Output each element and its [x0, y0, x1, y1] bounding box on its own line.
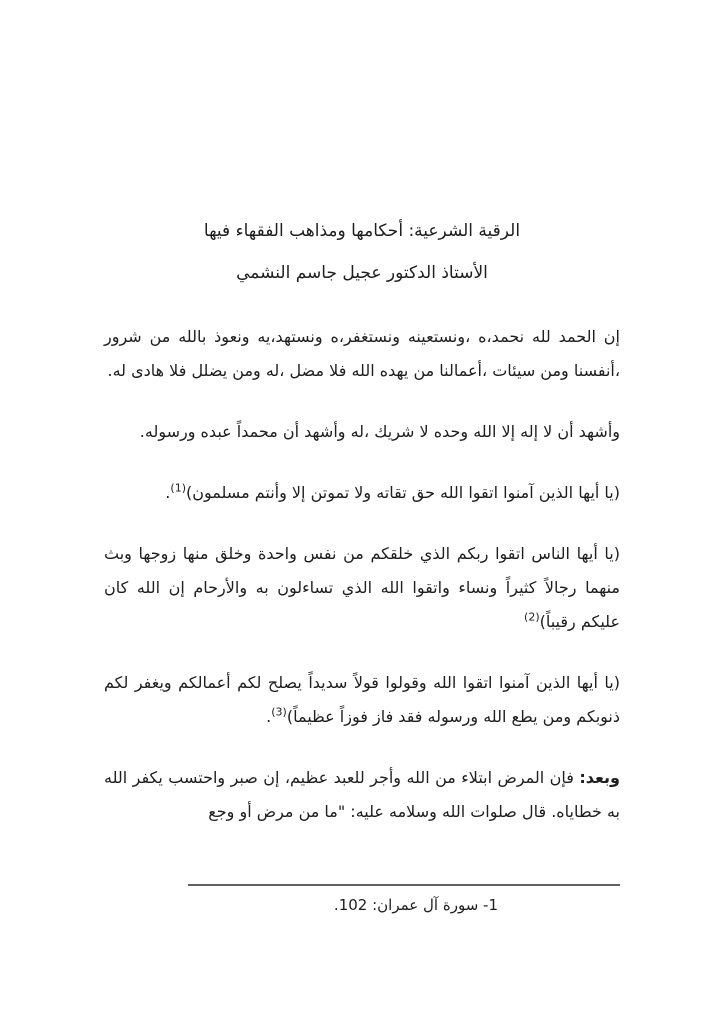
quran-verse-3-tail: .	[266, 707, 272, 726]
footnote-item-1: 1- سورة آل عمران: 102.	[333, 896, 498, 914]
quran-verse-1-text: (يا أيها الذين آمنوا اتقوا الله حق تقاته ولا تموتن إلا وأنتم مسلمون)	[185, 483, 620, 502]
footnote-ref-3: (3)	[271, 705, 287, 719]
article-author: الأستاذ الدكتور عجيل جاسم النشمي	[236, 263, 488, 283]
closing-paragraph	[104, 761, 620, 829]
quran-verse-2	[104, 537, 620, 639]
quran-verse-1	[104, 476, 620, 510]
title-block	[104, 210, 620, 294]
footnote-separator	[188, 884, 620, 886]
quran-verse-3	[104, 666, 620, 734]
quran-verse-3-text: (يا أيها الذين آمنوا اتقوا الله وقولوا قولاً سديداً يصلح لكم أعمالكم ويغفر لكم ذنوبكم ومن يطع الله ورسوله فقد فاز فوزاً عظيماً)	[104, 673, 620, 726]
closing-text: فإن المرض ابتلاء من الله وأجر للعبد عظيم، إن صبر واحتسب يكفر الله به خطاياه. قال صلوات الله وسلامه عليه: "ما من مرض أو وجع	[104, 768, 620, 821]
opening-paragraph-text: إن الحمد لله نحمد،ه ،ونستعينه ونستغفر،ه ونستهد،يه ونعوذ بالله من شرور ،أنفسنا ومن سيئات ،أعمالنا من يهده الله فلا مضل ،له ومن يضلل فلا هادى له.	[104, 327, 620, 380]
article-title: الرقية الشرعية: أحكامها ومذاهب الفقهاء فيها	[203, 221, 521, 241]
shahada-paragraph-text: وأشهد أن لا إله إلا الله وحده لا شريك ،له وأشهد أن محمداً عبده ورسوله.	[139, 422, 620, 441]
footnote-ref-1: (1)	[170, 481, 186, 495]
shahada-paragraph	[104, 415, 620, 449]
closing-lead: وبعد:	[579, 768, 620, 787]
opening-paragraph	[104, 320, 620, 388]
quran-verse-1-tail: .	[165, 483, 171, 502]
footnote-block	[104, 884, 620, 920]
footnote-ref-2: (2)	[524, 610, 540, 624]
quran-verse-2-text: (يا أيها الناس اتقوا ربكم الذي خلقكم من نفس واحدة وخلق منها زوجها وبث منهما رجالاً كثيراً ونساء واتقوا الله الذي تساءلون به والأرحام إن الله كان عليكم رقيباً)	[104, 544, 620, 631]
